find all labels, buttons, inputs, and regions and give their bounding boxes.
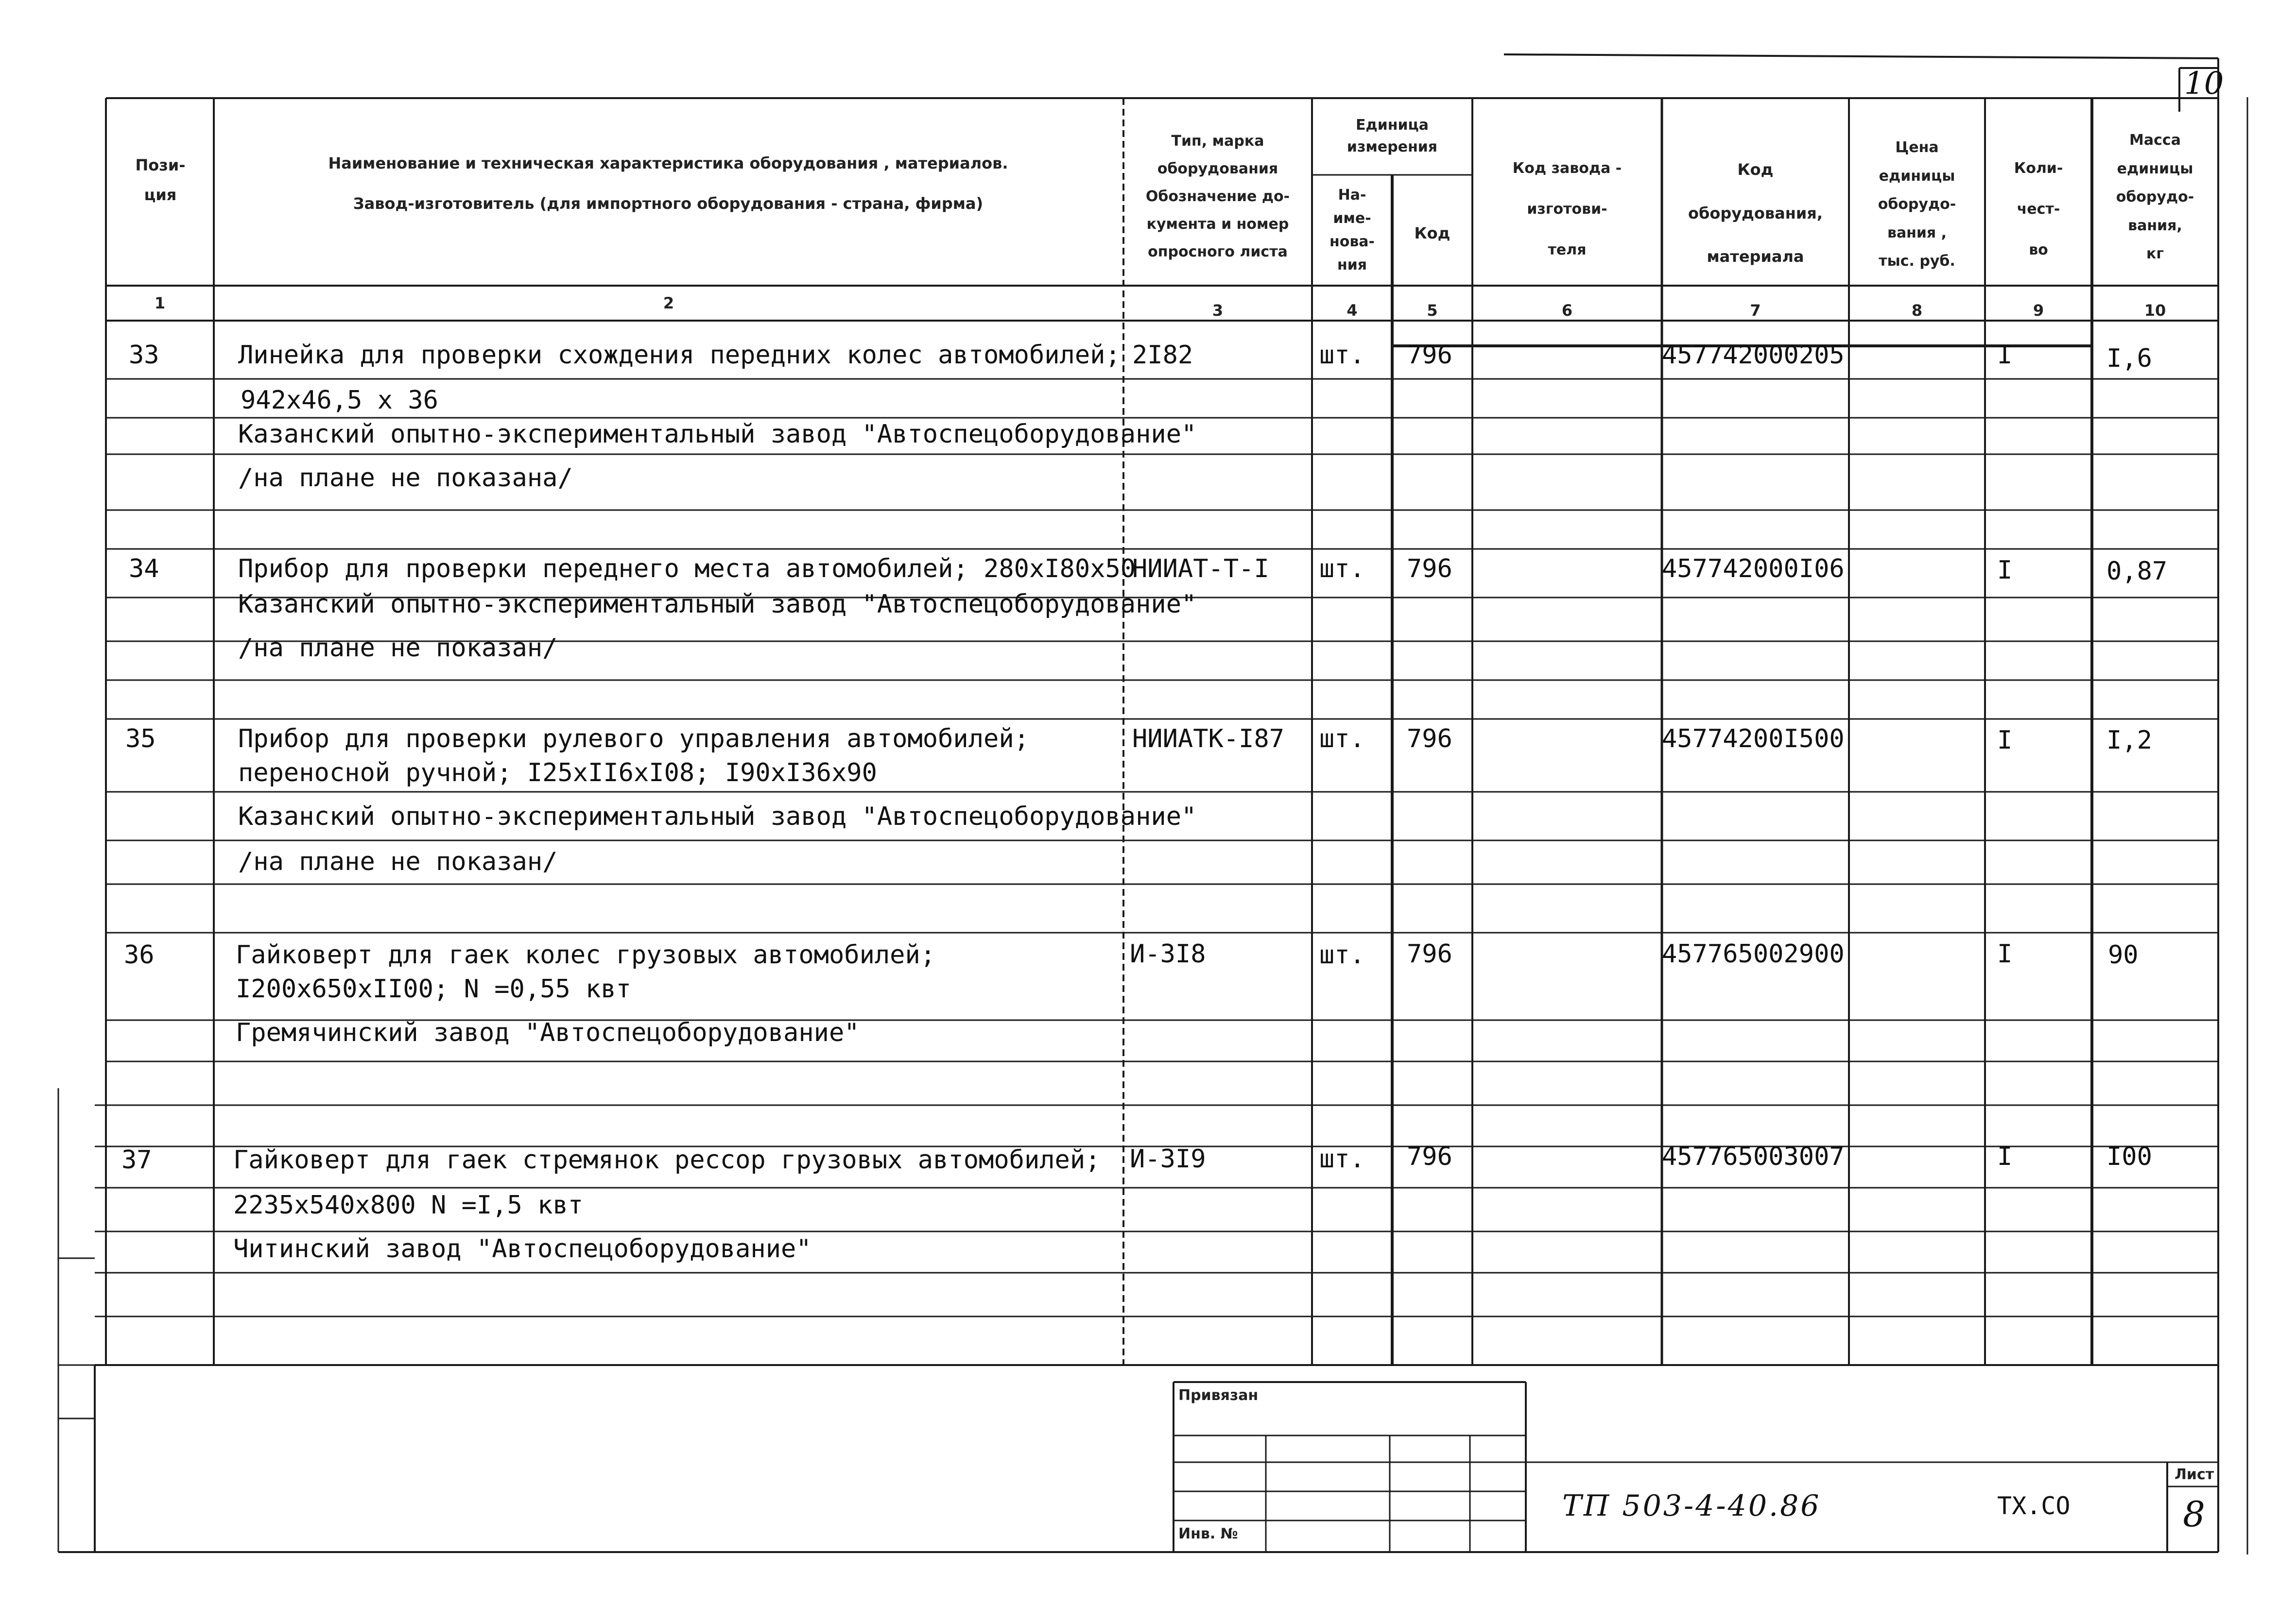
- column-number: 4: [1347, 301, 1358, 320]
- item-equipment-code: 45774200I500: [1662, 724, 1845, 753]
- item-type: НИИАТК-I87: [1132, 724, 1285, 753]
- item-description-line: Прибор для проверки рулевого управления автомобилей;: [238, 724, 1029, 753]
- item-position: 35: [125, 724, 156, 753]
- item-mass: I,6: [2106, 344, 2152, 373]
- item-equipment-code: 457742000205: [1662, 341, 1845, 370]
- column-number: 5: [1427, 301, 1438, 320]
- item-quantity: I: [1997, 940, 2013, 969]
- item-quantity: I: [1997, 1142, 2013, 1171]
- header-unit: Единица измерения: [1347, 117, 1438, 155]
- header-manufacturer-code: Код завода - изготови- теля: [1512, 160, 1622, 258]
- item-description-line: Казанский опытно-экспериментальный завод "Автоспецоборудование": [238, 420, 1197, 449]
- header-equipment-code: Код оборудования, материала: [1688, 160, 1823, 266]
- item-position: 36: [124, 940, 155, 970]
- item-type: И-3I8: [1130, 940, 1206, 969]
- document-section: ТХ.СО: [1997, 1492, 2071, 1520]
- item-quantity: I: [1997, 726, 2013, 755]
- item-type: НИИАТ-Т-I: [1132, 554, 1269, 583]
- stamp-attached-label: Привязан: [1178, 1387, 1259, 1404]
- column-number: 2: [663, 294, 674, 312]
- item-description-line: /на плане не показан/: [238, 633, 558, 663]
- column-number: 7: [1750, 301, 1761, 320]
- item-unit-code: 796: [1407, 940, 1452, 969]
- item-description-line: Казанский опытно-экспериментальный завод "Автоспецоборудование": [238, 590, 1197, 619]
- item-unit: шт.: [1319, 940, 1365, 970]
- document-code: ТП 503-4-40.86: [1562, 1489, 1821, 1523]
- item-mass: I,2: [2106, 726, 2152, 755]
- item-equipment-code: 457742000I06: [1662, 554, 1845, 583]
- column-number: 6: [1561, 301, 1573, 320]
- item-quantity: I: [1997, 556, 2013, 585]
- item-unit: шт.: [1319, 724, 1365, 753]
- item-description-line: /на плане не показана/: [238, 463, 573, 493]
- sheet-number: 8: [2183, 1494, 2205, 1535]
- item-unit-code: 796: [1407, 1142, 1452, 1171]
- item-unit: шт.: [1319, 1145, 1365, 1174]
- item-type: И-3I9: [1130, 1145, 1206, 1174]
- item-position: 34: [129, 554, 159, 583]
- page-number: 10: [2184, 66, 2224, 102]
- column-number: 1: [154, 294, 166, 312]
- item-equipment-code: 457765002900: [1662, 940, 1845, 969]
- item-unit-code: 796: [1407, 554, 1452, 583]
- item-description-line: /на плане не показан/: [238, 847, 558, 876]
- item-unit: шт.: [1319, 554, 1365, 583]
- header-unit-name: На- име- нова- ния: [1329, 187, 1375, 273]
- column-number: 8: [1911, 301, 1923, 320]
- header-mass: Масса единицы оборудо- вания, кг: [2116, 132, 2194, 262]
- item-position: 37: [121, 1145, 152, 1175]
- item-type: 2I82: [1132, 341, 1193, 370]
- item-description-line: Гайковерт для гаек колес грузовых автомобилей;: [236, 940, 936, 970]
- item-description-line: Казанский опытно-экспериментальный завод "Автоспецоборудование": [238, 802, 1197, 831]
- header-price: Цена единицы оборудо- вания , тыс. руб.: [1878, 139, 1956, 270]
- column-number: 3: [1212, 301, 1224, 320]
- item-quantity: I: [1997, 341, 2013, 370]
- item-mass: I00: [2106, 1142, 2152, 1171]
- item-description-line: 942х46,5 х 36: [241, 386, 438, 415]
- header-name: Наименование и техническая характеристика оборудования , материалов. Завод-изготовитель (для импортного оборудования - страна, фирма): [328, 154, 1008, 213]
- item-description-line: Линейка для проверки схождения передних колес автомобилей;: [238, 341, 1121, 370]
- item-description-line: Прибор для проверки переднего места автомобилей; 280хI80х50: [238, 554, 1136, 583]
- item-mass: 0,87: [2106, 557, 2168, 586]
- header-position: Пози- ция: [135, 156, 186, 204]
- header-unit-code: Код: [1414, 224, 1450, 242]
- item-description-line: 2235х540х800 N =I,5 квт: [233, 1191, 584, 1220]
- sheet-label: Лист: [2175, 1466, 2214, 1483]
- header-quantity: Коли- чест- во: [2014, 160, 2063, 258]
- header-type: Тип, марка оборудования Обозначение до- кумента и номер опросного листа: [1145, 133, 1290, 260]
- item-equipment-code: 457765003007: [1662, 1142, 1845, 1171]
- item-mass: 90: [2108, 940, 2139, 970]
- item-description-line: Гремячинский завод "Автоспецоборудование": [236, 1018, 860, 1047]
- item-description-line: I200х650хII00; N =0,55 квт: [236, 974, 631, 1004]
- column-number: 9: [2033, 301, 2044, 320]
- item-description-line: Читинский завод "Автоспецоборудование": [233, 1234, 811, 1264]
- item-unit-code: 796: [1407, 724, 1452, 753]
- item-description-line: переносной ручной; I25хII6хI08; I90хI36х90: [238, 758, 877, 787]
- column-number: 10: [2144, 301, 2166, 320]
- item-unit-code: 796: [1407, 341, 1452, 370]
- item-unit: шт.: [1319, 341, 1365, 370]
- stamp-inventory-label: Инв. №: [1178, 1525, 1238, 1542]
- item-position: 33: [129, 341, 159, 370]
- item-description-line: Гайковерт для гаек стремянок рессор грузовых автомобилей;: [233, 1145, 1101, 1175]
